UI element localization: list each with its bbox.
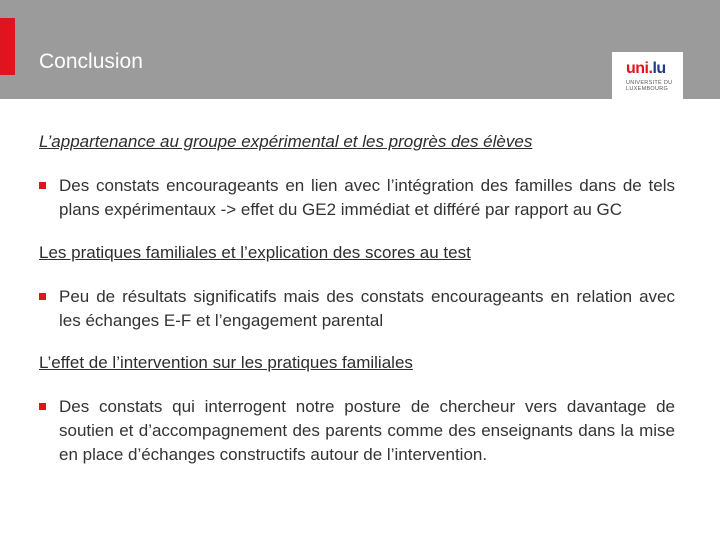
section-heading-3: L’effet de l’intervention sur les pratiques familiales: [39, 353, 413, 372]
square-bullet-icon: [39, 182, 46, 189]
bullet-item-1: [39, 174, 675, 222]
title-accent-bar: [0, 18, 15, 75]
square-bullet-icon: [39, 403, 46, 410]
logo-mark-prefix: uni.: [626, 60, 653, 77]
bullet-text-2: Peu de résultats significatifs mais des constats encourageants en relation avec les échanges E-F et l’engagement parental: [59, 287, 675, 330]
university-logo: [612, 52, 683, 99]
square-bullet-icon: [39, 293, 46, 300]
logo-subtitle: UNIVERSITÉ DU LUXEMBOURG: [626, 80, 673, 92]
bullet-text-1: Des constats encourageants en lien avec l’intégration des familles dans de tels plans expérimentaux -> effet du GE2 immédiat et différé par rapport au GC: [59, 176, 675, 219]
section-heading-1: L’appartenance au groupe expérimental et les progrès des élèves: [39, 132, 533, 151]
slide-content: [39, 130, 675, 467]
logo-mark-suffix: lu: [652, 60, 666, 77]
slide-title: Conclusion: [39, 50, 143, 73]
section-heading-2: Les pratiques familiales et l’explication des scores au test: [39, 243, 471, 262]
bullet-item-2: [39, 285, 675, 333]
logo-mark: [626, 61, 666, 77]
bullet-item-3: [39, 395, 675, 467]
bullet-text-3: Des constats qui interrogent notre posture de chercheur vers davantage de soutien et d’accompagnement des parents comme des enseignants dans la mise en place d’échanges constructifs autour de l’intervention.: [59, 397, 675, 464]
